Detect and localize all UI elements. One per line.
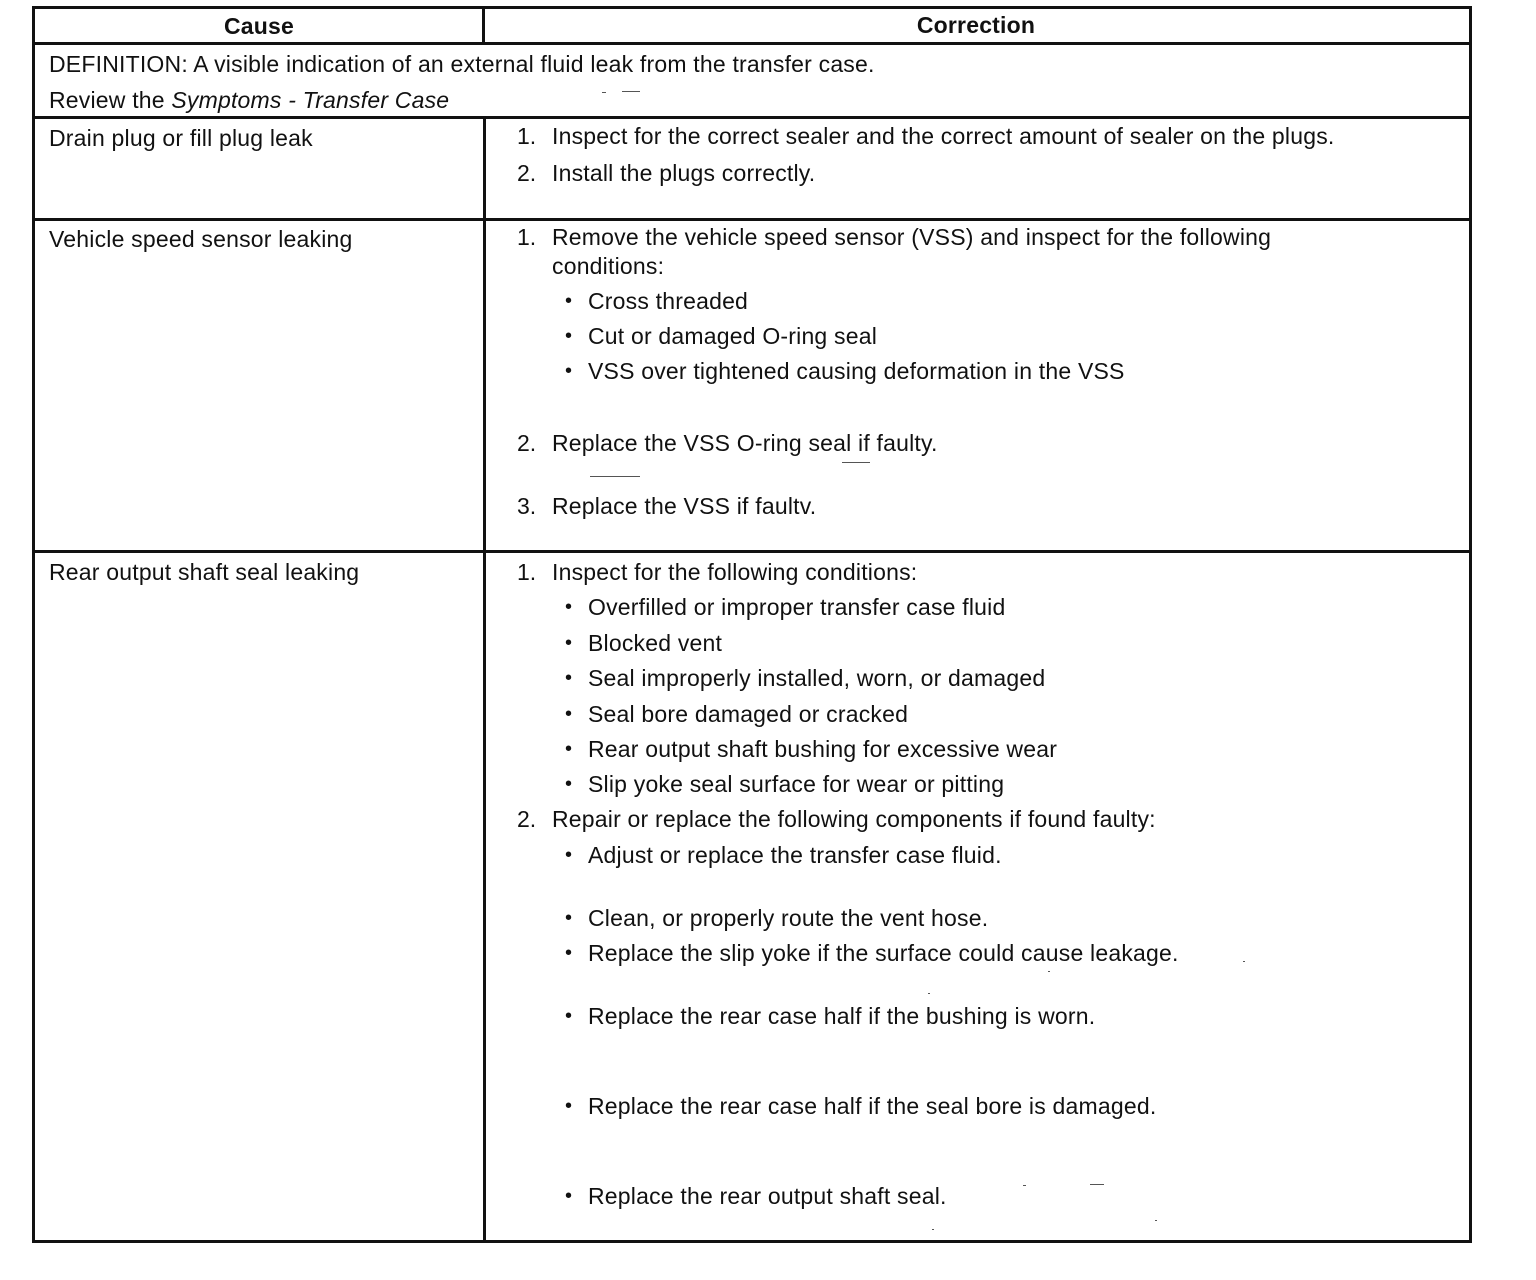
bullet-icon: • [565, 596, 573, 618]
step-number: 1. [517, 559, 537, 585]
header-divider [35, 42, 1469, 45]
cause-rear-seal-leaking: Rear output shaft seal leaking [49, 559, 360, 585]
step-text: Repair or replace the following components if found faulty: [552, 806, 1156, 832]
scan-speck [928, 993, 930, 994]
bullet-icon: • [565, 632, 573, 654]
bullet-icon: • [565, 703, 573, 725]
scan-speck [1048, 971, 1050, 972]
bullet-icon: • [565, 942, 573, 964]
cause-vss-leaking: Vehicle speed sensor leaking [49, 226, 353, 252]
bullet-text: Cross threaded [588, 288, 749, 314]
scan-speck [1243, 961, 1245, 962]
step-text: Inspect for the following conditions: [552, 559, 918, 585]
bullet-icon: • [565, 1095, 573, 1117]
step-number: 3. [517, 493, 537, 519]
bullet-text: Seal bore damaged or cracked [588, 701, 909, 727]
bullet-icon: • [565, 844, 573, 866]
bullet-text: Replace the rear case half if the seal bore is damaged. [588, 1093, 1157, 1119]
step-text: Remove the vehicle speed sensor (VSS) and inspect for the following [552, 224, 1272, 250]
scan-speck [602, 92, 606, 93]
step-text: Inspect for the correct sealer and the correct amount of sealer on the plugs. [552, 123, 1335, 149]
bullet-icon: • [565, 907, 573, 929]
bullet-icon: • [565, 738, 573, 760]
troubleshooting-table [32, 6, 1472, 1243]
definition-text: DEFINITION: A visible indication of an external fluid leak from the transfer case. [49, 51, 875, 77]
row1-divider [35, 218, 1469, 221]
bullet-text: Replace the rear case half if the bushing is worn. [588, 1003, 1096, 1029]
scan-speck [622, 91, 640, 92]
definition-divider [35, 116, 1469, 119]
bullet-text: Slip yoke seal surface for wear or pitting [588, 771, 1005, 797]
bullet-icon: • [565, 1005, 573, 1027]
bullet-text: Adjust or replace the transfer case fluid. [588, 842, 1002, 868]
step-text: Replace the VSS if faultv. [552, 493, 817, 519]
scan-speck [1155, 1220, 1157, 1221]
step-number: 2. [517, 430, 537, 456]
row2-divider [35, 550, 1469, 553]
bullet-text: Replace the rear output shaft seal. [588, 1183, 947, 1209]
bullet-text: Overfilled or improper transfer case fluid [588, 594, 1006, 620]
bullet-icon: • [565, 290, 573, 312]
bullet-text: Blocked vent [588, 630, 723, 656]
step-number: 2. [517, 806, 537, 832]
bullet-icon: • [565, 773, 573, 795]
bullet-text: VSS over tightened causing deformation in the VSS [588, 358, 1125, 384]
step-number: 2. [517, 160, 537, 186]
step-text-continued: conditions: [552, 253, 665, 279]
scan-speck [842, 462, 870, 463]
bullet-text: Clean, or properly route the vent hose. [588, 905, 989, 931]
scan-speck [590, 476, 640, 477]
scan-speck [1023, 1185, 1026, 1186]
scan-speck [932, 1229, 934, 1230]
review-prefix: Review the [49, 87, 172, 113]
step-number: 1. [517, 224, 537, 250]
bullet-icon: • [565, 667, 573, 689]
bullet-icon: • [565, 325, 573, 347]
step-text: Install the plugs correctly. [552, 160, 816, 186]
bullet-text: Rear output shaft bushing for excessive wear [588, 736, 1058, 762]
header-correction: Correction [916, 12, 1036, 38]
scan-speck [1090, 1184, 1104, 1185]
header-cause: Cause [223, 13, 295, 39]
bullet-text: Replace the slip yoke if the surface could cause leakage. [588, 940, 1179, 966]
bullet-text: Seal improperly installed, worn, or damaged [588, 665, 1046, 691]
column-divider-body [483, 116, 486, 1243]
cause-drain-plug: Drain plug or fill plug leak [49, 125, 313, 151]
step-number: 1. [517, 123, 537, 149]
bullet-text: Cut or damaged O-ring seal [588, 323, 878, 349]
bullet-icon: • [565, 1185, 573, 1207]
bullet-icon: • [565, 360, 573, 382]
symptoms-link[interactable]: Symptoms - Transfer Case [171, 87, 450, 113]
step-text: Replace the VSS O-ring seal if faulty. [552, 430, 938, 456]
review-line [49, 86, 449, 114]
